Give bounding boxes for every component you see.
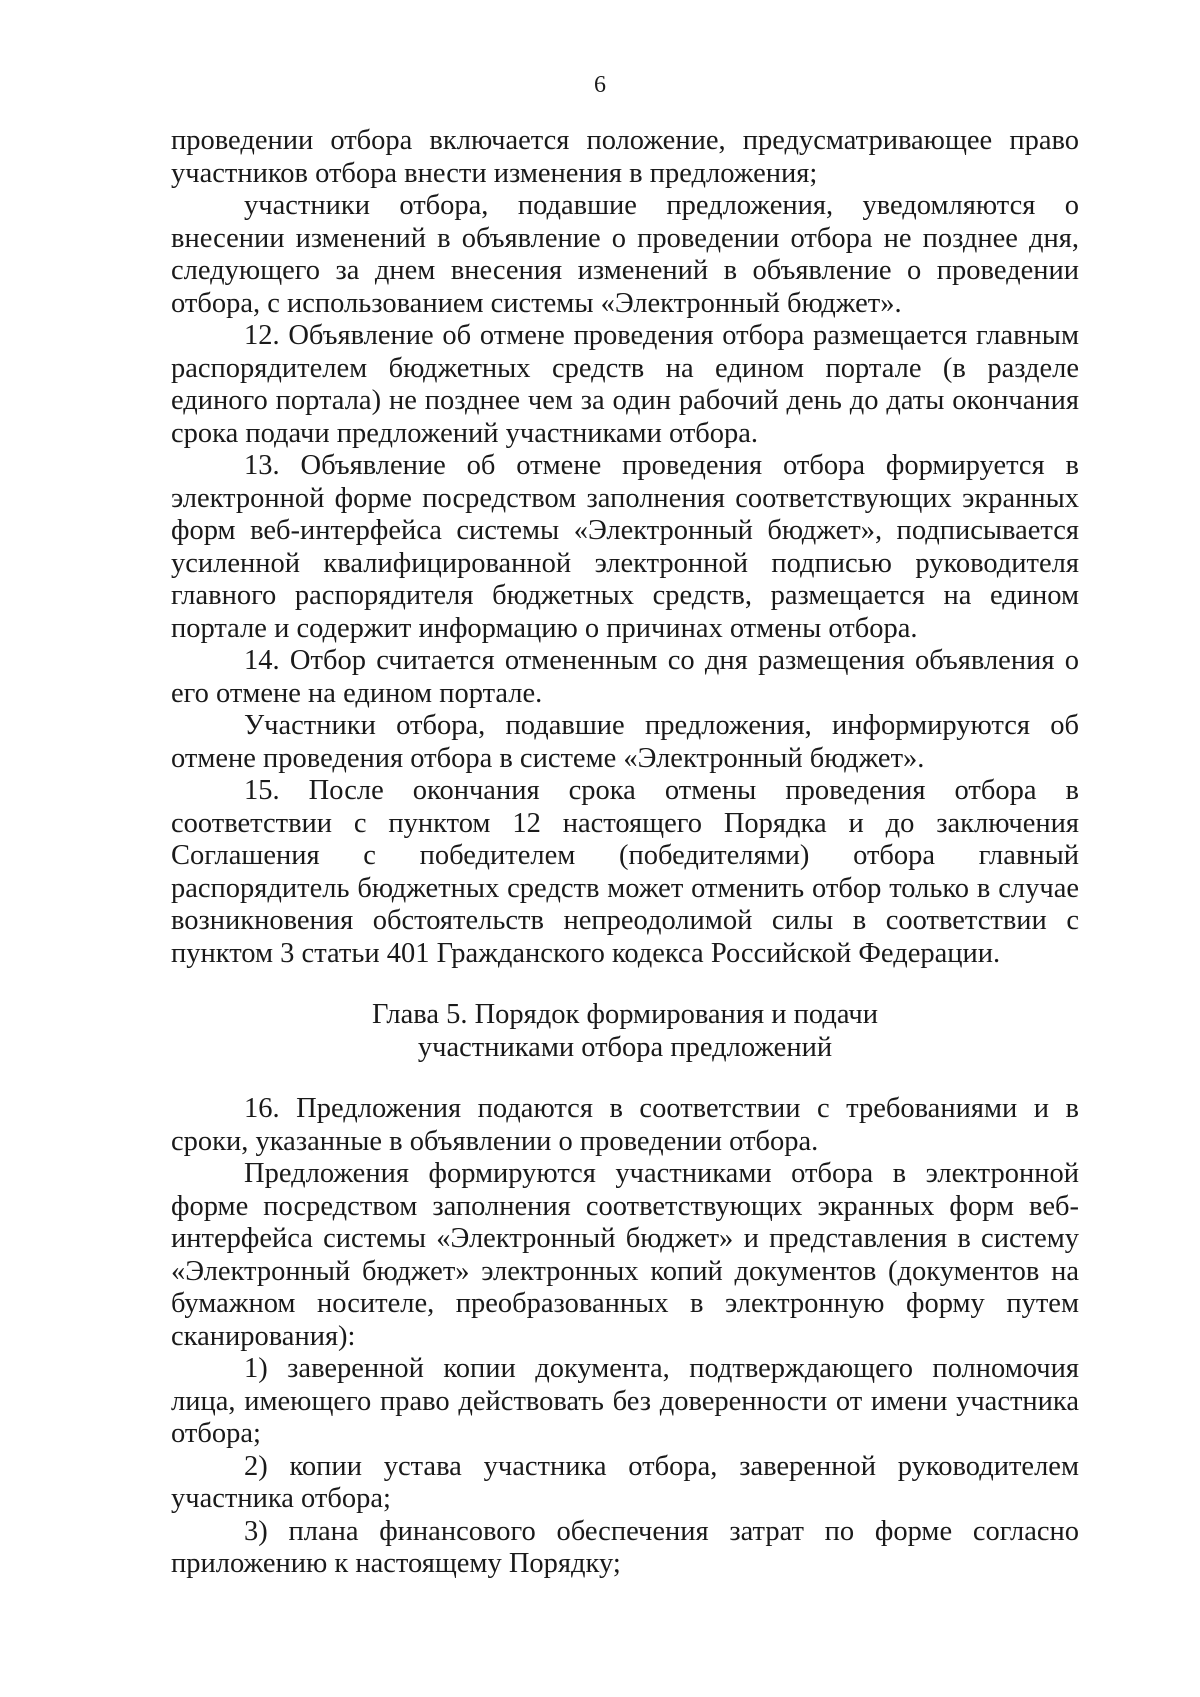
paragraph-13: 13. Объявление об отмене проведения отбора формируется в электронной форме посредством заполнения соответствующих экранных форм веб-интерфейса системы «Электронный бюджет», подписывается усиленной квалифицированной электронной подписью руководителя главного распорядителя бюджетных средств, размещается на едином портале и содержит информацию о причинах отмены отбора.	[171, 450, 1079, 644]
paragraph-15: 15. После окончания срока отмены проведения отбора в соответствии с пунктом 12 настоящего Порядка и до заключения Соглашения с победителем (победителями) отбора главный распорядитель бюджетных средств может отменить отбор только в случае возникновения обстоятельств непреодолимой силы в соответствии с пунктом 3 статьи 401 Гражданского кодекса Российской Федерации.	[171, 775, 1079, 969]
list-item-3: 3) плана финансового обеспечения затрат по форме согласно приложению к настоящему Порядку;	[171, 1515, 1079, 1579]
paragraph-continuation: проведении отбора включается положение, предусматривающее право участников отбора внести изменения в предложения;	[171, 125, 1079, 189]
chapter-heading-line-2: участниками отбора предложений	[417, 1031, 833, 1063]
chapter-heading-line-1: Глава 5. Порядок формирования и подачи	[372, 999, 878, 1030]
paragraph-16: 16. Предложения подаются в соответствии с требованиями и в сроки, указанные в объявлении о проведении отбора.	[171, 1093, 1079, 1157]
list-item-2: 2) копии устава участника отбора, заверенной руководителем участника отбора;	[171, 1450, 1079, 1514]
list-item-1: 1) заверенной копии документа, подтверждающего полномочия лица, имеющего право действовать без доверенности от имени участника отбора;	[171, 1353, 1079, 1449]
paragraph-proposals-formed: Предложения формируются участниками отбора в электронной форме посредством заполнения соответствующих экранных форм веб-интерфейса системы «Электронный бюджет» и представления в систему «Электронный бюджет» электронных копий документов (документов на бумажном носителе, преобразованных в электронную форму путем сканирования):	[171, 1158, 1079, 1352]
paragraph-participants-informed: Участники отбора, подавшие предложения, информируются об отмене проведения отбора в системе «Электронный бюджет».	[171, 710, 1079, 774]
chapter-heading	[171, 999, 1079, 1064]
page-number: 6	[594, 72, 606, 98]
paragraph-14: 14. Отбор считается отмененным со дня размещения объявления о его отмене на едином портале.	[171, 645, 1079, 709]
text-block-chapter-5	[171, 1093, 1079, 1581]
paragraph-12: 12. Объявление об отмене проведения отбора размещается главным распорядителем бюджетных средств на едином портале (в разделе единого портала) не позднее чем за один рабочий день до даты окончания срока подачи предложений участниками отбора.	[171, 320, 1079, 449]
paragraph-participants-notified: участники отбора, подавшие предложения, уведомляются о внесении изменений в объявление о проведении отбора не позднее дня, следующего за днем внесения изменений в объявление о проведении отбора, с использованием системы «Электронный бюджет».	[171, 190, 1079, 319]
text-block-before-chapter	[171, 125, 1079, 970]
